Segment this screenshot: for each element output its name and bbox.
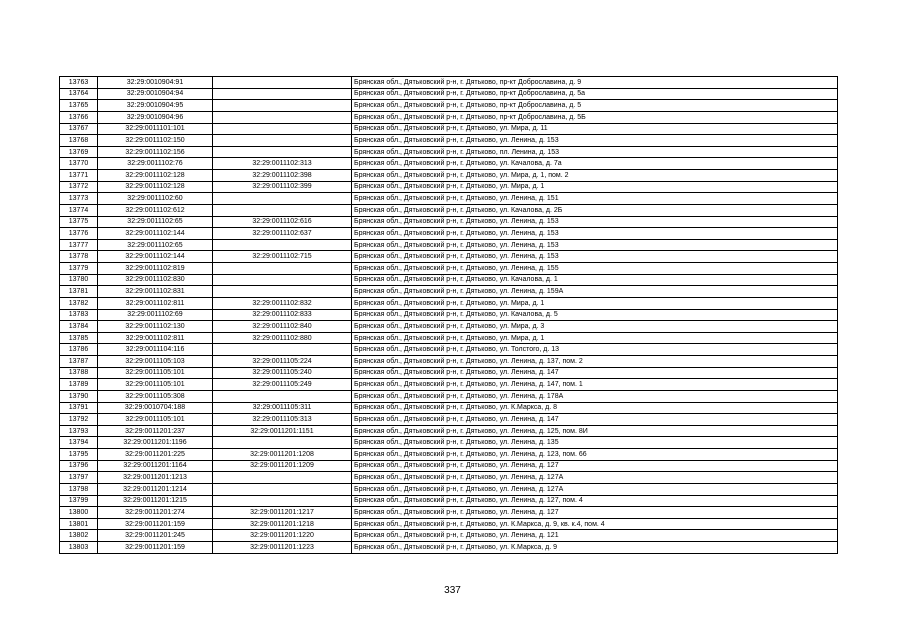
table-row	[60, 518, 838, 530]
row-number-cell: 13779	[60, 263, 98, 275]
table-row	[60, 379, 838, 391]
address-cell: Брянская обл., Дятьковский р-н, г. Дятьково, ул. Мира, д. 11	[352, 123, 838, 135]
row-number-cell: 13766	[60, 111, 98, 123]
cadastral-number-cell: 32:29:0011102:144	[98, 251, 213, 263]
object-cadastral-number-cell	[213, 111, 352, 123]
address-cell: Брянская обл., Дятьковский р-н, г. Дятьково, ул. Мира, д. 3	[352, 321, 838, 333]
object-cadastral-number-cell	[213, 286, 352, 298]
row-number-cell: 13800	[60, 507, 98, 519]
page-number: 337	[444, 585, 461, 596]
table-row	[60, 507, 838, 519]
row-number-cell: 13784	[60, 321, 98, 333]
address-cell: Брянская обл., Дятьковский р-н, г. Дятьково, ул. Ленина, д. 155	[352, 263, 838, 275]
address-cell: Брянская обл., Дятьковский р-н, г. Дятьково, ул. Ленина, д. 159А	[352, 286, 838, 298]
address-cell: Брянская обл., Дятьковский р-н, г. Дятьково, ул. Ленина, д. 123, пом. 66	[352, 449, 838, 461]
row-number-cell: 13799	[60, 495, 98, 507]
row-number-cell: 13774	[60, 204, 98, 216]
object-cadastral-number-cell: 32:29:0011201:1151	[213, 425, 352, 437]
address-cell: Брянская обл., Дятьковский р-н, г. Дятьково, ул. Мира, д. 1	[352, 297, 838, 309]
address-cell: Брянская обл., Дятьковский р-н, г. Дятьково, ул. Мира, д. 1, пом. 2	[352, 170, 838, 182]
address-cell: Брянская обл., Дятьковский р-н, г. Дятьково, ул. Ленина, д. 125, пом. 8И	[352, 425, 838, 437]
cadastral-number-cell: 32:29:0011201:1196	[98, 437, 213, 449]
address-cell: Брянская обл., Дятьковский р-н, г. Дятьково, ул. Ленина, д. 153	[352, 216, 838, 228]
table-row	[60, 251, 838, 263]
table-row	[60, 414, 838, 426]
row-number-cell: 13797	[60, 472, 98, 484]
address-cell: Брянская обл., Дятьковский р-н, г. Дятьково, ул. К.Маркса, д. 9	[352, 542, 838, 554]
cadastral-number-cell: 32:29:0011102:831	[98, 286, 213, 298]
address-cell: Брянская обл., Дятьковский р-н, г. Дятьково, ул. Качалова, д. 1	[352, 274, 838, 286]
table-row	[60, 390, 838, 402]
cadastral-number-cell: 32:29:0011201:159	[98, 542, 213, 554]
address-cell: Брянская обл., Дятьковский р-н, г. Дятьково, ул. Ленина, д. 153	[352, 239, 838, 251]
address-cell: Брянская обл., Дятьковский р-н, г. Дятьково, ул. Качалова, д. 5	[352, 309, 838, 321]
address-cell: Брянская обл., Дятьковский р-н, г. Дятьково, ул. К.Маркса, д. 9, кв. к.4, пом. 4	[352, 518, 838, 530]
object-cadastral-number-cell	[213, 100, 352, 112]
address-cell: Брянская обл., Дятьковский р-н, г. Дятьково, ул. Мира, д. 1	[352, 332, 838, 344]
address-cell: Брянская обл., Дятьковский р-н, г. Дятьково, ул. Ленина, д. 121	[352, 530, 838, 542]
address-cell: Брянская обл., Дятьковский р-н, г. Дятьково, пл. Ленина, д. 153	[352, 146, 838, 158]
row-number-cell: 13787	[60, 356, 98, 368]
address-cell: Брянская обл., Дятьковский р-н, г. Дятьково, ул. Ленина, д. 153	[352, 228, 838, 240]
cadastral-number-cell: 32:29:0011104:116	[98, 344, 213, 356]
table-row	[60, 135, 838, 147]
table-row	[60, 88, 838, 100]
cadastral-number-cell: 32:29:0011102:130	[98, 321, 213, 333]
object-cadastral-number-cell: 32:29:0011102:313	[213, 158, 352, 170]
table-row	[60, 437, 838, 449]
address-cell: Брянская обл., Дятьковский р-н, г. Дятьково, ул. Ленина, д. 147	[352, 414, 838, 426]
table-row	[60, 274, 838, 286]
address-cell: Брянская обл., Дятьковский р-н, г. Дятьково, ул. Ленина, д. 135	[352, 437, 838, 449]
object-cadastral-number-cell	[213, 135, 352, 147]
table-row	[60, 402, 838, 414]
row-number-cell: 13798	[60, 483, 98, 495]
address-cell: Брянская обл., Дятьковский р-н, г. Дятьково, ул. Ленина, д. 127	[352, 507, 838, 519]
table-row	[60, 356, 838, 368]
object-cadastral-number-cell: 32:29:0011102:399	[213, 181, 352, 193]
object-cadastral-number-cell	[213, 146, 352, 158]
object-cadastral-number-cell: 32:29:0011102:832	[213, 297, 352, 309]
cadastral-number-cell: 32:29:0011201:237	[98, 425, 213, 437]
address-cell: Брянская обл., Дятьковский р-н, г. Дятьково, ул. Мира, д. 1	[352, 181, 838, 193]
table-row	[60, 297, 838, 309]
object-cadastral-number-cell	[213, 263, 352, 275]
address-cell: Брянская обл., Дятьковский р-н, г. Дятьково, ул. Ленина, д. 178А	[352, 390, 838, 402]
address-cell: Брянская обл., Дятьковский р-н, г. Дятьково, ул. К.Маркса, д. 8	[352, 402, 838, 414]
cadastral-number-cell: 32:29:0011102:65	[98, 216, 213, 228]
object-cadastral-number-cell: 32:29:0011102:398	[213, 170, 352, 182]
row-number-cell: 13769	[60, 146, 98, 158]
object-cadastral-number-cell	[213, 77, 352, 89]
row-number-cell: 13767	[60, 123, 98, 135]
cadastral-number-cell: 32:29:0011201:1214	[98, 483, 213, 495]
table-row	[60, 111, 838, 123]
cadastral-number-cell: 32:29:0011102:65	[98, 239, 213, 251]
table-row	[60, 181, 838, 193]
table-row	[60, 263, 838, 275]
address-cell: Брянская обл., Дятьковский р-н, г. Дятьково, ул. Ленина, д. 137, пом. 2	[352, 356, 838, 368]
object-cadastral-number-cell: 32:29:0011102:840	[213, 321, 352, 333]
address-cell: Брянская обл., Дятьковский р-н, г. Дятьково, пр-кт Доброславина, д. 9	[352, 77, 838, 89]
object-cadastral-number-cell: 32:29:0011105:249	[213, 379, 352, 391]
row-number-cell: 13796	[60, 460, 98, 472]
address-cell: Брянская обл., Дятьковский р-н, г. Дятьково, ул. Ленина, д. 147	[352, 367, 838, 379]
cadastral-number-cell: 32:29:0010904:96	[98, 111, 213, 123]
row-number-cell: 13778	[60, 251, 98, 263]
row-number-cell: 13776	[60, 228, 98, 240]
address-cell: Брянская обл., Дятьковский р-н, г. Дятьково, ул. Ленина, д. 127А	[352, 472, 838, 484]
object-cadastral-number-cell: 32:29:0011102:637	[213, 228, 352, 240]
cadastral-number-cell: 32:29:0011102:150	[98, 135, 213, 147]
cadastral-number-cell: 32:29:0011102:60	[98, 193, 213, 205]
cadastral-number-cell: 32:29:0011201:159	[98, 518, 213, 530]
cadastral-number-cell: 32:29:0011201:245	[98, 530, 213, 542]
object-cadastral-number-cell: 32:29:0011105:313	[213, 414, 352, 426]
cadastral-number-cell: 32:29:0010704:188	[98, 402, 213, 414]
row-number-cell: 13785	[60, 332, 98, 344]
table-row	[60, 77, 838, 89]
object-cadastral-number-cell: 32:29:0011102:880	[213, 332, 352, 344]
cadastral-number-cell: 32:29:0011105:101	[98, 367, 213, 379]
row-number-cell: 13764	[60, 88, 98, 100]
row-number-cell: 13791	[60, 402, 98, 414]
row-number-cell: 13801	[60, 518, 98, 530]
cadastral-number-cell: 32:29:0011102:128	[98, 170, 213, 182]
cadastral-number-cell: 32:29:0011105:103	[98, 356, 213, 368]
row-number-cell: 13777	[60, 239, 98, 251]
object-cadastral-number-cell: 32:29:0011105:224	[213, 356, 352, 368]
address-cell: Брянская обл., Дятьковский р-н, г. Дятьково, ул. Качалова, д. 7а	[352, 158, 838, 170]
cadastral-number-cell: 32:29:0010904:95	[98, 100, 213, 112]
row-number-cell: 13792	[60, 414, 98, 426]
cadastral-number-cell: 32:29:0011102:612	[98, 204, 213, 216]
table-row	[60, 100, 838, 112]
cadastral-number-cell: 32:29:0011102:144	[98, 228, 213, 240]
row-number-cell: 13772	[60, 181, 98, 193]
address-cell: Брянская обл., Дятьковский р-н, г. Дятьково, ул. Ленина, д. 147, пом. 1	[352, 379, 838, 391]
object-cadastral-number-cell: 32:29:0011102:715	[213, 251, 352, 263]
object-cadastral-number-cell	[213, 239, 352, 251]
table-row	[60, 530, 838, 542]
cadastral-number-cell: 32:29:0011105:101	[98, 414, 213, 426]
row-number-cell: 13803	[60, 542, 98, 554]
table-row	[60, 123, 838, 135]
object-cadastral-number-cell: 32:29:0011201:1220	[213, 530, 352, 542]
address-cell: Брянская обл., Дятьковский р-н, г. Дятьково, ул. Качалова, д. 2Б	[352, 204, 838, 216]
registry-table	[59, 76, 838, 554]
object-cadastral-number-cell	[213, 274, 352, 286]
object-cadastral-number-cell: 32:29:0011201:1223	[213, 542, 352, 554]
row-number-cell: 13783	[60, 309, 98, 321]
table-row	[60, 367, 838, 379]
table-row	[60, 228, 838, 240]
table-row	[60, 542, 838, 554]
cadastral-number-cell: 32:29:0010904:94	[98, 88, 213, 100]
table-row	[60, 449, 838, 461]
row-number-cell: 13793	[60, 425, 98, 437]
table-row	[60, 472, 838, 484]
row-number-cell: 13786	[60, 344, 98, 356]
row-number-cell: 13802	[60, 530, 98, 542]
object-cadastral-number-cell	[213, 390, 352, 402]
cadastral-number-cell: 32:29:0011101:101	[98, 123, 213, 135]
table-row	[60, 332, 838, 344]
row-number-cell: 13775	[60, 216, 98, 228]
object-cadastral-number-cell: 32:29:0011201:1218	[213, 518, 352, 530]
table-row	[60, 344, 838, 356]
cadastral-number-cell: 32:29:0011102:156	[98, 146, 213, 158]
table-row	[60, 286, 838, 298]
cadastral-number-cell: 32:29:0011105:101	[98, 379, 213, 391]
cadastral-number-cell: 32:29:0011201:225	[98, 449, 213, 461]
row-number-cell: 13763	[60, 77, 98, 89]
object-cadastral-number-cell	[213, 344, 352, 356]
cadastral-number-cell: 32:29:0011102:819	[98, 263, 213, 275]
object-cadastral-number-cell	[213, 123, 352, 135]
address-cell: Брянская обл., Дятьковский р-н, г. Дятьково, пр-кт Доброславина, д. 5	[352, 100, 838, 112]
row-number-cell: 13765	[60, 100, 98, 112]
object-cadastral-number-cell	[213, 483, 352, 495]
row-number-cell: 13782	[60, 297, 98, 309]
table-row	[60, 239, 838, 251]
table-row	[60, 158, 838, 170]
table-row	[60, 204, 838, 216]
address-cell: Брянская обл., Дятьковский р-н, г. Дятьково, ул. Толстого, д. 13	[352, 344, 838, 356]
row-number-cell: 13770	[60, 158, 98, 170]
object-cadastral-number-cell	[213, 88, 352, 100]
row-number-cell: 13780	[60, 274, 98, 286]
row-number-cell: 13794	[60, 437, 98, 449]
row-number-cell: 13773	[60, 193, 98, 205]
row-number-cell: 13788	[60, 367, 98, 379]
table-row	[60, 425, 838, 437]
object-cadastral-number-cell	[213, 495, 352, 507]
cadastral-number-cell: 32:29:0011102:128	[98, 181, 213, 193]
cadastral-number-cell: 32:29:0011201:274	[98, 507, 213, 519]
table-row	[60, 216, 838, 228]
cadastral-number-cell: 32:29:0011105:308	[98, 390, 213, 402]
object-cadastral-number-cell	[213, 472, 352, 484]
cadastral-number-cell: 32:29:0011102:76	[98, 158, 213, 170]
object-cadastral-number-cell: 32:29:0011102:616	[213, 216, 352, 228]
row-number-cell: 13768	[60, 135, 98, 147]
row-number-cell: 13795	[60, 449, 98, 461]
address-cell: Брянская обл., Дятьковский р-н, г. Дятьково, пр-кт Доброславина, д. 5Б	[352, 111, 838, 123]
address-cell: Брянская обл., Дятьковский р-н, г. Дятьково, ул. Ленина, д. 153	[352, 135, 838, 147]
row-number-cell: 13781	[60, 286, 98, 298]
object-cadastral-number-cell: 32:29:0011102:833	[213, 309, 352, 321]
object-cadastral-number-cell: 32:29:0011105:311	[213, 402, 352, 414]
row-number-cell: 13790	[60, 390, 98, 402]
object-cadastral-number-cell	[213, 193, 352, 205]
address-cell: Брянская обл., Дятьковский р-н, г. Дятьково, пр-кт Доброславина, д. 5а	[352, 88, 838, 100]
table-row	[60, 495, 838, 507]
table-row	[60, 146, 838, 158]
table-row	[60, 309, 838, 321]
cadastral-number-cell: 32:29:0011102:830	[98, 274, 213, 286]
registry-table-body	[60, 77, 838, 554]
row-number-cell: 13789	[60, 379, 98, 391]
table-row	[60, 193, 838, 205]
address-cell: Брянская обл., Дятьковский р-н, г. Дятьково, ул. Ленина, д. 153	[352, 251, 838, 263]
address-cell: Брянская обл., Дятьковский р-н, г. Дятьково, ул. Ленина, д. 151	[352, 193, 838, 205]
object-cadastral-number-cell: 32:29:0011201:1209	[213, 460, 352, 472]
cadastral-number-cell: 32:29:0011201:1215	[98, 495, 213, 507]
address-cell: Брянская обл., Дятьковский р-н, г. Дятьково, ул. Ленина, д. 127	[352, 460, 838, 472]
cadastral-number-cell: 32:29:0011102:811	[98, 297, 213, 309]
cadastral-number-cell: 32:29:0011102:69	[98, 309, 213, 321]
cadastral-number-cell: 32:29:0011201:1164	[98, 460, 213, 472]
object-cadastral-number-cell	[213, 437, 352, 449]
object-cadastral-number-cell	[213, 204, 352, 216]
cadastral-number-cell: 32:29:0011201:1213	[98, 472, 213, 484]
table-row	[60, 460, 838, 472]
object-cadastral-number-cell: 32:29:0011201:1217	[213, 507, 352, 519]
object-cadastral-number-cell: 32:29:0011201:1208	[213, 449, 352, 461]
cadastral-number-cell: 32:29:0010904:91	[98, 77, 213, 89]
table-row	[60, 483, 838, 495]
table-row	[60, 321, 838, 333]
object-cadastral-number-cell: 32:29:0011105:240	[213, 367, 352, 379]
address-cell: Брянская обл., Дятьковский р-н, г. Дятьково, ул. Ленина, д. 127А	[352, 483, 838, 495]
table-row	[60, 170, 838, 182]
row-number-cell: 13771	[60, 170, 98, 182]
address-cell: Брянская обл., Дятьковский р-н, г. Дятьково, ул. Ленина, д. 127, пом. 4	[352, 495, 838, 507]
cadastral-number-cell: 32:29:0011102:811	[98, 332, 213, 344]
